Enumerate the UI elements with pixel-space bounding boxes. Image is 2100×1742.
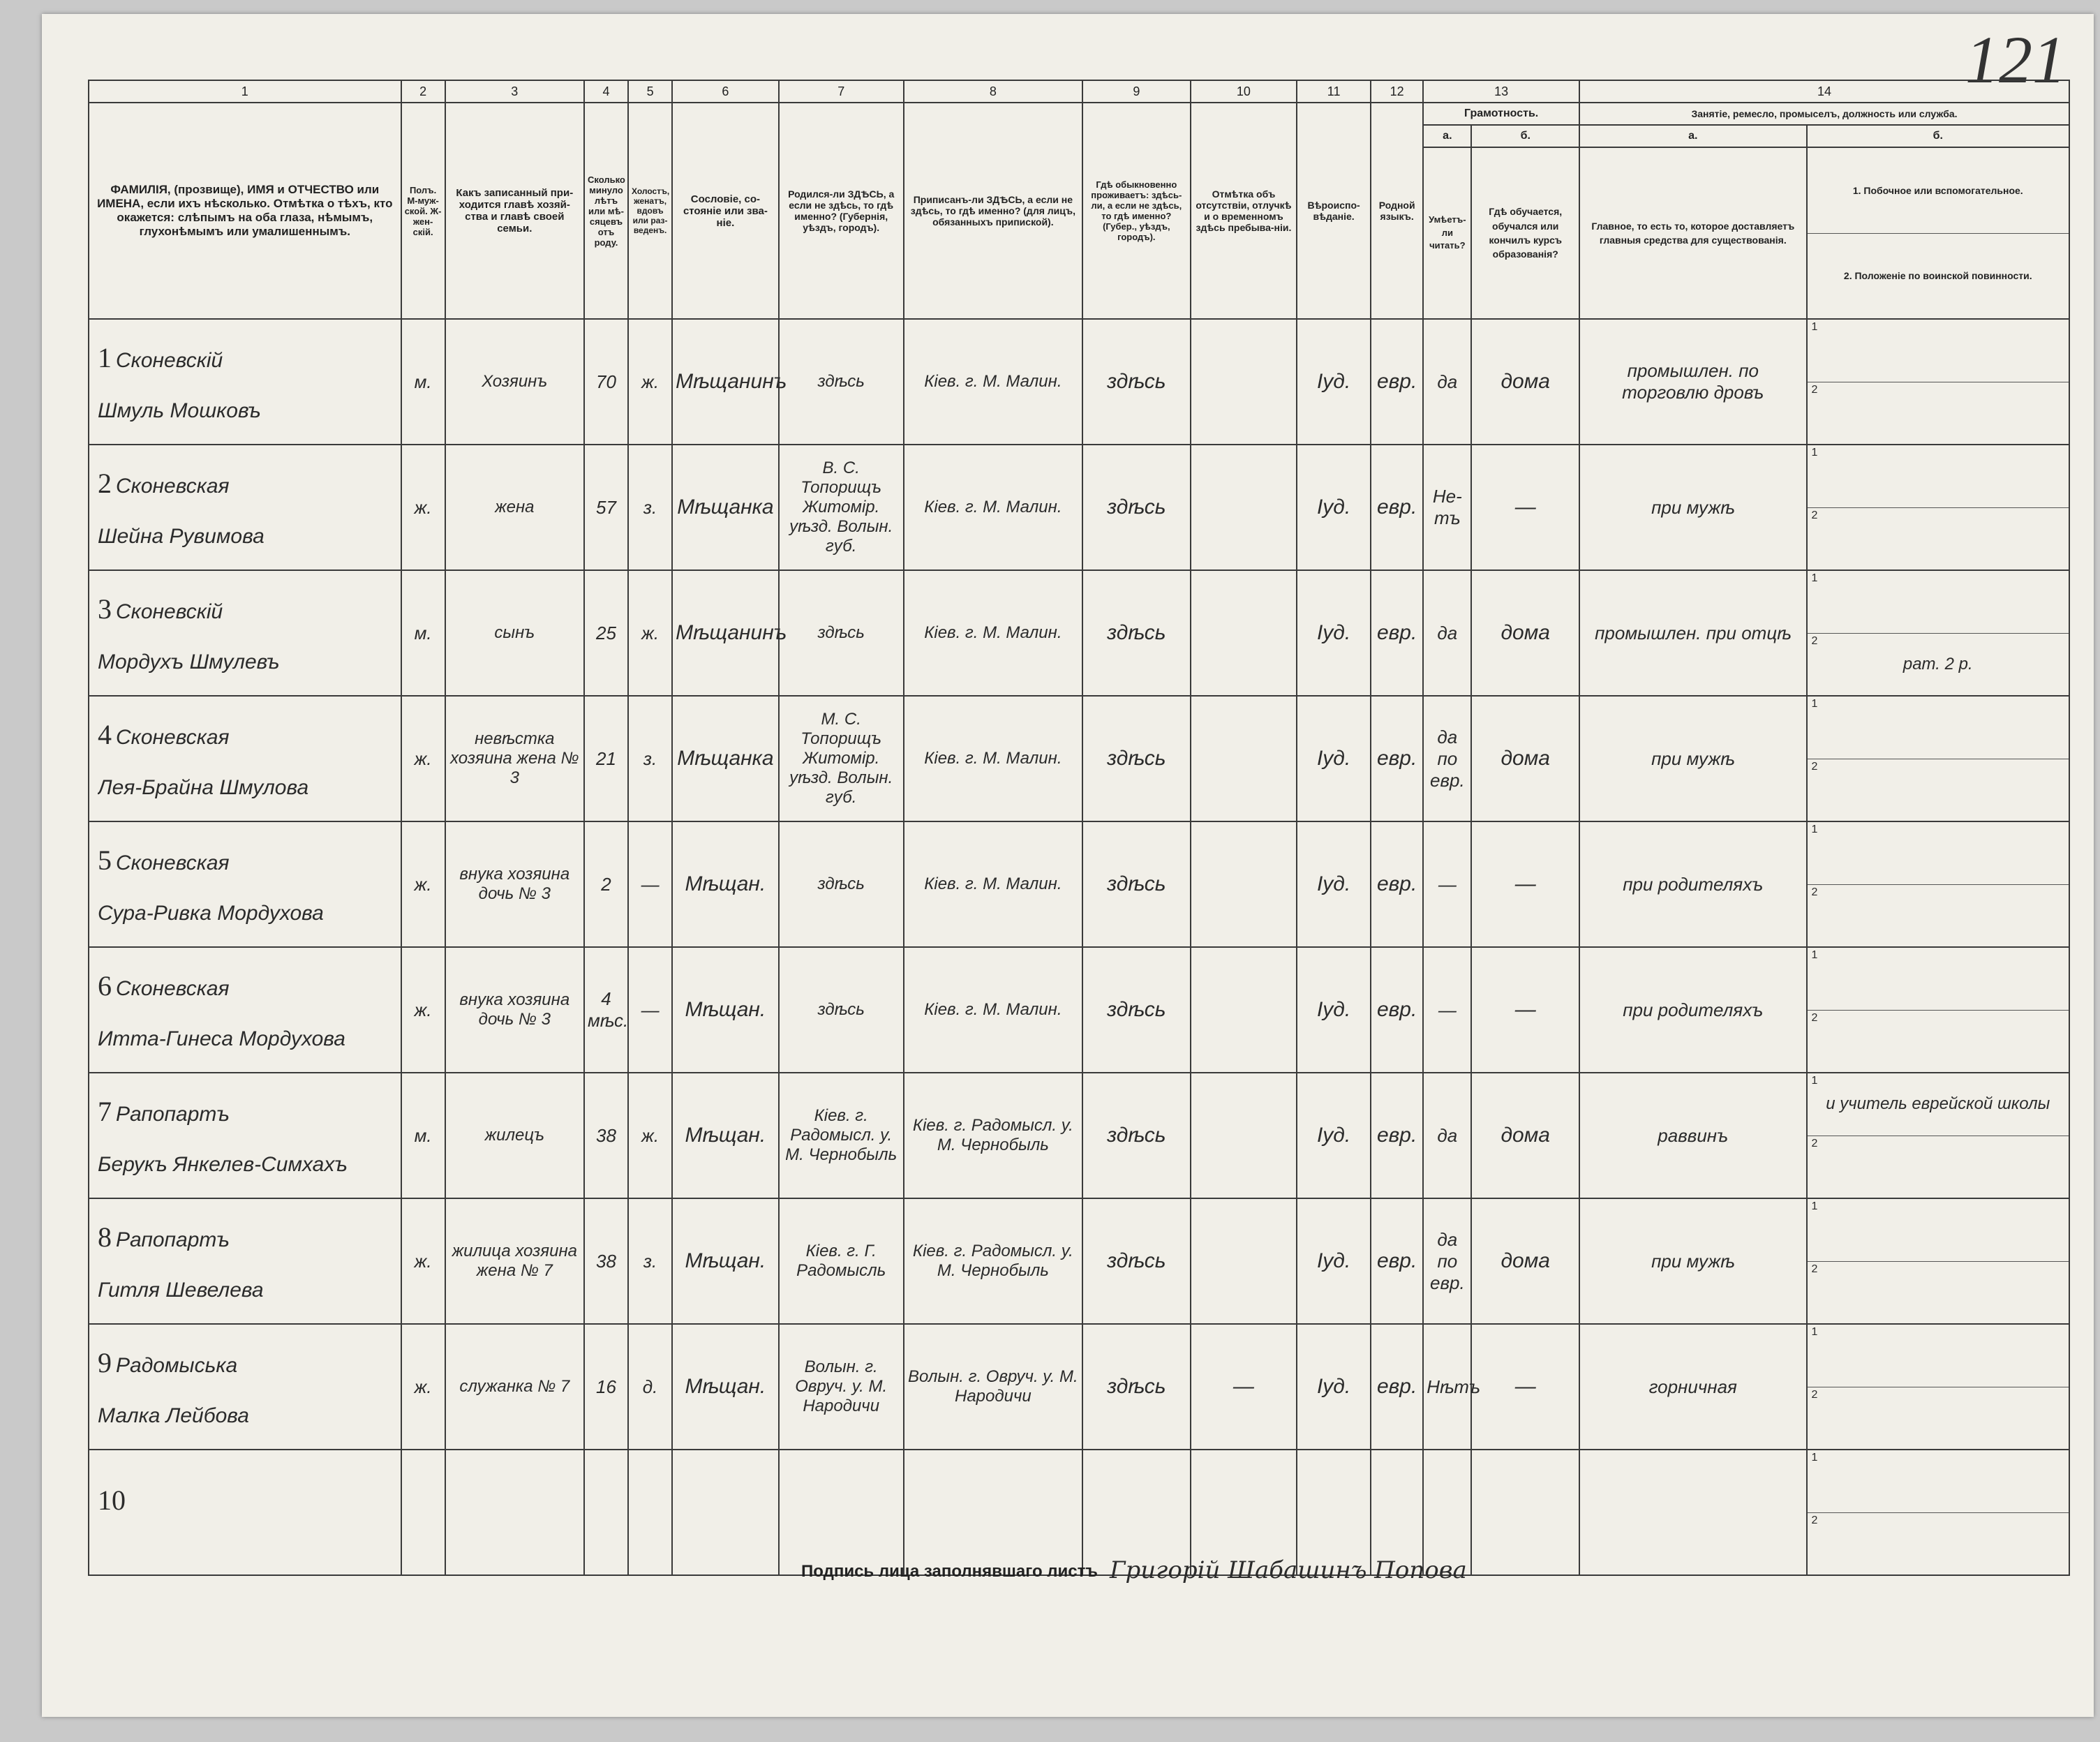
- person-marital-status: д.: [628, 1324, 672, 1450]
- sub-index-1: 1: [1811, 447, 1818, 459]
- row-number: 3: [98, 593, 112, 625]
- sub-index-1: 1: [1811, 321, 1818, 333]
- header-literate: Умѣетъ-ли читать?: [1423, 147, 1471, 319]
- person-education: дома: [1471, 570, 1579, 696]
- person-birthplace: Волын. г. Овруч. у. М. Народичи: [779, 1324, 904, 1450]
- colnum-1: 1: [89, 80, 401, 103]
- person-occupation-secondary: [1807, 1324, 2069, 1450]
- person-occupation-secondary: [1807, 821, 2069, 947]
- person-sex: ж.: [401, 445, 445, 570]
- person-relation: невѣстка хозяина жена № 3: [445, 696, 584, 821]
- person-estate: Мѣщанинъ: [672, 570, 779, 696]
- occupation-main-text: при родителяхъ: [1623, 873, 1764, 895]
- person-literate: да по евр.: [1423, 696, 1471, 821]
- row-number: 7: [98, 1095, 112, 1127]
- person-sex: ж.: [401, 696, 445, 821]
- occupation-secondary-2: [1808, 1011, 2069, 1073]
- colnum-14: 14: [1579, 80, 2069, 103]
- person-given-names: Гитля Шевелева: [98, 1278, 264, 1302]
- person-surname: Рапопартъ: [116, 1102, 230, 1126]
- person-native-language: евр.: [1371, 1324, 1423, 1450]
- person-sex: ж.: [401, 1324, 445, 1450]
- person-native-language: евр.: [1371, 1198, 1423, 1324]
- sub-index-1: 1: [1811, 1200, 1818, 1212]
- header-occupation-secondary: [1807, 147, 2069, 319]
- row-number: 5: [98, 844, 112, 876]
- occupation-main-text: промышлен. при отцѣ: [1595, 622, 1792, 643]
- person-occupation-main: [1579, 570, 1807, 696]
- person-occupation-secondary: [1807, 570, 2069, 696]
- person-marital-status: —: [628, 947, 672, 1073]
- occupation-secondary-2: [1808, 1387, 2069, 1450]
- person-education: —: [1471, 947, 1579, 1073]
- person-relation: служанка № 7: [445, 1324, 584, 1450]
- occupation-main-text: при мужѣ: [1651, 1250, 1735, 1272]
- person-residence: здѣсь: [1082, 570, 1191, 696]
- person-absence-mark: [1191, 319, 1297, 445]
- person-name-cell: [89, 1073, 401, 1198]
- person-absence-mark: [1191, 1073, 1297, 1198]
- person-birthplace: здѣсь: [779, 821, 904, 947]
- person-birthplace: В. С. Топорищъ Житомір. уѣзд. Волын. губ.: [779, 445, 904, 570]
- colnum-8: 8: [904, 80, 1082, 103]
- header-literacy-b-label: б.: [1471, 125, 1579, 147]
- person-registration: Кіев. г. М. Малин.: [904, 319, 1082, 445]
- occupation-secondary-2: [1808, 508, 2069, 570]
- person-religion: Іуд.: [1297, 319, 1371, 445]
- person-residence: здѣсь: [1082, 1324, 1191, 1450]
- occupation-secondary-1: [1808, 1325, 2069, 1387]
- person-row: [89, 445, 2069, 570]
- colnum-13: 13: [1423, 80, 1579, 103]
- person-occupation-main: [1579, 947, 1807, 1073]
- person-given-names: Лея-Брайна Шмулова: [98, 775, 309, 799]
- person-estate: Мѣщан.: [672, 1324, 779, 1450]
- header-absence: Отмѣтка объ отсутствіи, отлучкѣ и о временномъ здѣсь пребыва-ніи.: [1191, 103, 1297, 319]
- person-registration: Кіев. г. М. Малин.: [904, 821, 1082, 947]
- person-residence: здѣсь: [1082, 821, 1191, 947]
- person-registration: Кіев. г. М. Малин.: [904, 696, 1082, 821]
- person-absence-mark: [1191, 1198, 1297, 1324]
- occupation-main-text: при родителяхъ: [1623, 999, 1764, 1020]
- person-occupation-secondary: [1807, 319, 2069, 445]
- person-surname: Сконевская: [116, 851, 230, 874]
- header-relation: Какъ записанный при-ходится главѣ хозяй-ства и главѣ своей семьи.: [445, 103, 584, 319]
- person-education: —: [1471, 1324, 1579, 1450]
- occupation-secondary-2: [1808, 759, 2069, 821]
- person-native-language: евр.: [1371, 319, 1423, 445]
- person-native-language: евр.: [1371, 1073, 1423, 1198]
- occupation-secondary-1: [1808, 1450, 2069, 1513]
- occupation-main-text: при мужѣ: [1651, 747, 1735, 769]
- colnum-5: 5: [628, 80, 672, 103]
- person-relation: Хозяинъ: [445, 319, 584, 445]
- person-residence: здѣсь: [1082, 445, 1191, 570]
- sub-index-1: 1: [1811, 1452, 1818, 1464]
- person-age: 57: [584, 445, 628, 570]
- person-native-language: евр.: [1371, 445, 1423, 570]
- row-number: 1: [98, 341, 112, 373]
- occupation-secondary-1-text: и учитель еврейской школы: [1826, 1094, 2050, 1114]
- person-marital-status: ж.: [628, 570, 672, 696]
- person-literate: да: [1423, 1073, 1471, 1198]
- person-estate: Мѣщан.: [672, 1198, 779, 1324]
- person-marital-status: з.: [628, 696, 672, 821]
- person-religion: Іуд.: [1297, 1198, 1371, 1324]
- person-relation: [445, 1450, 584, 1575]
- header-sex: Полъ. М-муж-ской. Ж-жен-скій.: [401, 103, 445, 319]
- colnum-11: 11: [1297, 80, 1371, 103]
- occupation-secondary-2: [1808, 382, 2069, 445]
- sub-index-2: 2: [1811, 1514, 1818, 1526]
- person-religion: Іуд.: [1297, 445, 1371, 570]
- person-occupation-main: [1579, 821, 1807, 947]
- occupation-secondary-2: [1808, 1136, 2069, 1198]
- occupation-secondary-2: [1808, 885, 2069, 947]
- header-marital: Холостъ, женатъ, вдовъ или раз-веденъ.: [628, 103, 672, 319]
- sub-index-1: 1: [1811, 824, 1818, 835]
- person-religion: Іуд.: [1297, 1073, 1371, 1198]
- header-estate: Сословіе, со-стояніе или зва-ніе.: [672, 103, 779, 319]
- row-number: 2: [98, 467, 112, 499]
- person-age: 25: [584, 570, 628, 696]
- sub-index-1: 1: [1811, 949, 1818, 961]
- person-residence: здѣсь: [1082, 1198, 1191, 1324]
- person-given-names: Шмуль Мошковъ: [98, 399, 261, 422]
- occupation-secondary-2: [1808, 1262, 2069, 1324]
- occupation-secondary-2: [1808, 1513, 2069, 1575]
- person-registration: [904, 1450, 1082, 1575]
- header-registered: Приписанъ-ли ЗДѢСЬ, а если не здѣсь, то гдѣ именно? (для лицъ, обязанныхъ припиской).: [904, 103, 1082, 319]
- colnum-3: 3: [445, 80, 584, 103]
- person-birthplace: [779, 1450, 904, 1575]
- person-occupation-secondary: [1807, 445, 2069, 570]
- person-age: 70: [584, 319, 628, 445]
- person-education: дома: [1471, 319, 1579, 445]
- person-marital-status: —: [628, 821, 672, 947]
- person-name-cell: [89, 319, 401, 445]
- person-name-cell: [89, 445, 401, 570]
- header-occupation-b-label: б.: [1807, 125, 2069, 147]
- person-absence-mark: [1191, 445, 1297, 570]
- sub-index-2: 2: [1811, 1011, 1818, 1024]
- colnum-10: 10: [1191, 80, 1297, 103]
- person-education: дома: [1471, 696, 1579, 821]
- sub-index-2: 2: [1811, 1263, 1818, 1275]
- column-number-row: [89, 80, 2069, 103]
- person-registration: Кіев. г. М. Малин.: [904, 947, 1082, 1073]
- person-name-cell: [89, 821, 401, 947]
- person-name-cell: [89, 570, 401, 696]
- person-occupation-secondary: [1807, 1073, 2069, 1198]
- person-registration: Кіев. г. Радомысл. у. М. Чернобыль: [904, 1198, 1082, 1324]
- person-education: —: [1471, 445, 1579, 570]
- person-sex: ж.: [401, 1198, 445, 1324]
- occupation-main-text: промышлен. по торговлю дровъ: [1622, 360, 1764, 403]
- person-education: [1471, 1450, 1579, 1575]
- occupation-secondary-1: [1808, 320, 2069, 382]
- person-sex: м.: [401, 1073, 445, 1198]
- person-literate: да: [1423, 570, 1471, 696]
- person-estate: Мѣщанка: [672, 696, 779, 821]
- person-absence-mark: [1191, 696, 1297, 821]
- person-name-cell: [89, 1198, 401, 1324]
- person-name-cell: [89, 947, 401, 1073]
- person-education: —: [1471, 821, 1579, 947]
- sub-index-2: 2: [1811, 1388, 1818, 1401]
- occupation-secondary-1: [1808, 445, 2069, 508]
- person-birthplace: Кіев. г. Г. Радомысль: [779, 1198, 904, 1324]
- header-religion: Вѣроиспо-вѣданіе.: [1297, 103, 1371, 319]
- occupation-secondary-1: [1808, 571, 2069, 634]
- row-number: 9: [98, 1346, 112, 1378]
- person-name-cell: [89, 1324, 401, 1450]
- person-occupation-secondary: [1807, 947, 2069, 1073]
- occupation-secondary-1: [1808, 697, 2069, 759]
- person-occupation-main: [1579, 319, 1807, 445]
- person-registration: Кіев. г. Радомысл. у. М. Чернобыль: [904, 1073, 1082, 1198]
- person-religion: Іуд.: [1297, 696, 1371, 821]
- header-residence: Гдѣ обыкновенно проживаетъ: здѣсь-ли, а если не здѣсь, то гдѣ именно? (Губер., уѣздъ, городъ).: [1082, 103, 1191, 319]
- person-name-cell: [89, 696, 401, 821]
- person-literate: да: [1423, 319, 1471, 445]
- person-absence-mark: [1191, 821, 1297, 947]
- person-surname: Сконевская: [116, 725, 230, 749]
- person-age: 4 мѣс.: [584, 947, 628, 1073]
- person-birthplace: здѣсь: [779, 319, 904, 445]
- header-occupation-a-label: а.: [1579, 125, 1807, 147]
- header-name: ФАМИЛІЯ, (прозвище), ИМЯ и ОТЧЕСТВО или ИМЕНА, если ихъ нѣсколько. Отмѣтка о тѣхъ, кто окажется: слѣпымъ на оба глаза, нѣмымъ, глухонѣмымъ или умалишеннымъ.: [89, 103, 401, 319]
- person-relation: сынъ: [445, 570, 584, 696]
- person-surname: Сконевскій: [116, 348, 223, 372]
- row-number: 8: [98, 1221, 112, 1253]
- person-marital-status: з.: [628, 1198, 672, 1324]
- person-residence: здѣсь: [1082, 1073, 1191, 1198]
- colnum-4: 4: [584, 80, 628, 103]
- person-sex: ж.: [401, 947, 445, 1073]
- sub-index-2: 2: [1811, 634, 1818, 647]
- person-registration: Кіев. г. М. Малин.: [904, 445, 1082, 570]
- header-literacy-a-label: а.: [1423, 125, 1471, 147]
- census-table: [88, 80, 2070, 1576]
- person-surname: Сконевскій: [116, 600, 223, 623]
- occupation-secondary-1: [1808, 948, 2069, 1011]
- person-age: [584, 1450, 628, 1575]
- person-literate: —: [1423, 821, 1471, 947]
- person-absence-mark: [1191, 947, 1297, 1073]
- person-row: [89, 821, 2069, 947]
- person-literate: Не-тъ: [1423, 445, 1471, 570]
- person-row: [89, 570, 2069, 696]
- person-marital-status: [628, 1450, 672, 1575]
- occupation-main-text: при мужѣ: [1651, 496, 1735, 518]
- person-birthplace: М. С. Топорищъ Житомір. уѣзд. Волын. губ.: [779, 696, 904, 821]
- person-occupation-main: [1579, 1198, 1807, 1324]
- person-surname: Сконевская: [116, 474, 230, 498]
- person-given-names: Мордухъ Шмулевъ: [98, 650, 280, 673]
- colnum-6: 6: [672, 80, 779, 103]
- person-row: [89, 1198, 2069, 1324]
- person-row: [89, 1324, 2069, 1450]
- person-occupation-secondary: [1807, 1198, 2069, 1324]
- person-education: дома: [1471, 1073, 1579, 1198]
- occupation-main-text: раввинъ: [1658, 1124, 1729, 1146]
- row-number: 10: [98, 1484, 126, 1516]
- person-row: [89, 319, 2069, 445]
- sub-index-2: 2: [1811, 760, 1818, 773]
- person-relation: внука хозяина дочь № 3: [445, 947, 584, 1073]
- person-occupation-main: [1579, 1073, 1807, 1198]
- person-estate: [672, 1450, 779, 1575]
- occupation-secondary-1: [1808, 1073, 2069, 1136]
- header-education: Гдѣ обучается, обучался или кончилъ курсъ образованія?: [1471, 147, 1579, 319]
- sub-index-2: 2: [1811, 509, 1818, 521]
- person-relation: жена: [445, 445, 584, 570]
- person-birthplace: здѣсь: [779, 570, 904, 696]
- person-religion: Іуд.: [1297, 821, 1371, 947]
- person-birthplace: Кіев. г. Радомысл. у. М. Чернобыль: [779, 1073, 904, 1198]
- person-row: [89, 1073, 2069, 1198]
- person-sex: м.: [401, 319, 445, 445]
- colnum-2: 2: [401, 80, 445, 103]
- person-residence: здѣсь: [1082, 696, 1191, 821]
- signature-label: Подпись лица заполнявшаго листъ: [801, 1562, 1098, 1581]
- person-education: дома: [1471, 1198, 1579, 1324]
- person-age: 21: [584, 696, 628, 821]
- person-estate: Мѣщанинъ: [672, 319, 779, 445]
- occupation-secondary-2: [1808, 634, 2069, 696]
- person-surname: Сконевская: [116, 976, 230, 1000]
- person-marital-status: ж.: [628, 319, 672, 445]
- person-surname: Радомыська: [116, 1353, 238, 1377]
- person-residence: здѣсь: [1082, 947, 1191, 1073]
- person-occupation-main: [1579, 1450, 1807, 1575]
- colnum-9: 9: [1082, 80, 1191, 103]
- person-marital-status: з.: [628, 445, 672, 570]
- header-language: Родной языкъ.: [1371, 103, 1423, 319]
- person-estate: Мѣщан.: [672, 947, 779, 1073]
- person-given-names: Сура-Ривка Мордухова: [98, 901, 324, 925]
- person-literate: —: [1423, 947, 1471, 1073]
- person-native-language: евр.: [1371, 696, 1423, 821]
- sub-index-1: 1: [1811, 1075, 1818, 1087]
- person-estate: Мѣщанка: [672, 445, 779, 570]
- person-religion: Іуд.: [1297, 570, 1371, 696]
- person-name-cell: [89, 1450, 401, 1575]
- person-age: 38: [584, 1073, 628, 1198]
- sub-index-1: 1: [1811, 572, 1818, 584]
- person-row: [89, 947, 2069, 1073]
- header-occupation-b1: 1. Побочное или вспомогательное.: [1808, 148, 2069, 234]
- person-absence-mark: [1191, 570, 1297, 696]
- sub-index-1: 1: [1811, 698, 1818, 710]
- person-registration: Кіев. г. М. Малин.: [904, 570, 1082, 696]
- person-literate: да по евр.: [1423, 1198, 1471, 1324]
- person-occupation-main: [1579, 696, 1807, 821]
- person-occupation-secondary: [1807, 1450, 2069, 1575]
- person-relation: жилецъ: [445, 1073, 584, 1198]
- row-number: 6: [98, 969, 112, 1002]
- person-occupation-secondary: [1807, 696, 2069, 821]
- sub-index-1: 1: [1811, 1326, 1818, 1338]
- header-birthplace: Родился-ли ЗДѢСЬ, а если не здѣсь, то гдѣ именно? (Губернія, уѣздъ, городъ).: [779, 103, 904, 319]
- header-age: Сколько минуло лѣтъ или мѣ-сяцевъ отъ роду.: [584, 103, 628, 319]
- person-given-names: Итта-Гинеса Мордухова: [98, 1027, 345, 1050]
- person-age: 16: [584, 1324, 628, 1450]
- person-birthplace: здѣсь: [779, 947, 904, 1073]
- person-relation: жилица хозяина жена № 7: [445, 1198, 584, 1324]
- colnum-12: 12: [1371, 80, 1423, 103]
- row-number: 4: [98, 718, 112, 750]
- person-residence: здѣсь: [1082, 319, 1191, 445]
- person-religion: Іуд.: [1297, 947, 1371, 1073]
- person-religion: Іуд.: [1297, 1324, 1371, 1450]
- sub-index-2: 2: [1811, 1137, 1818, 1149]
- person-literate: Нѣтъ: [1423, 1324, 1471, 1450]
- sub-index-2: 2: [1811, 383, 1818, 396]
- header-literacy: Грамотность.: [1423, 103, 1579, 125]
- person-age: 38: [584, 1198, 628, 1324]
- occupation-main-text: горничная: [1648, 1376, 1737, 1397]
- person-sex: ж.: [401, 821, 445, 947]
- person-given-names: Малка Лейбова: [98, 1404, 249, 1427]
- person-native-language: евр.: [1371, 821, 1423, 947]
- person-registration: Волын. г. Овруч. у. М. Народичи: [904, 1324, 1082, 1450]
- header-occupation: Занятіе, ремесло, промыселъ, должность или служба.: [1579, 103, 2069, 125]
- header-occupation-b2: 2. Положеніе по воинской повинности.: [1843, 270, 2032, 282]
- person-relation: внука хозяина дочь № 3: [445, 821, 584, 947]
- occupation-secondary-1: [1808, 1199, 2069, 1262]
- person-marital-status: ж.: [628, 1073, 672, 1198]
- person-given-names: Берукъ Янкелев-Симхахъ: [98, 1152, 348, 1176]
- person-native-language: евр.: [1371, 947, 1423, 1073]
- occupation-secondary-1: [1808, 822, 2069, 885]
- occupation-secondary-2-text: рат. 2 р.: [1902, 654, 1973, 673]
- person-occupation-main: [1579, 1324, 1807, 1450]
- person-absence-mark: —: [1191, 1324, 1297, 1450]
- person-given-names: Шейна Рувимова: [98, 524, 265, 548]
- person-surname: Рапопартъ: [116, 1228, 230, 1251]
- colnum-7: 7: [779, 80, 904, 103]
- person-estate: Мѣщан.: [672, 1073, 779, 1198]
- person-occupation-main: [1579, 445, 1807, 570]
- header-group-row: [89, 103, 2069, 125]
- person-native-language: евр.: [1371, 570, 1423, 696]
- header-occupation-main: Главное, то есть то, которое доставляетъ главныя средства для существованія.: [1579, 147, 1807, 319]
- person-row: [89, 696, 2069, 821]
- census-sheet: [42, 14, 2094, 1717]
- sheet-number: 121: [1965, 22, 2066, 97]
- person-age: 2: [584, 821, 628, 947]
- person-estate: Мѣщан.: [672, 821, 779, 947]
- signature-value: Григорій Шабашинъ Попова: [1110, 1556, 1467, 1584]
- person-sex: [401, 1450, 445, 1575]
- person-sex: м.: [401, 570, 445, 696]
- sub-index-2: 2: [1811, 886, 1818, 898]
- person-row: [89, 1450, 2069, 1575]
